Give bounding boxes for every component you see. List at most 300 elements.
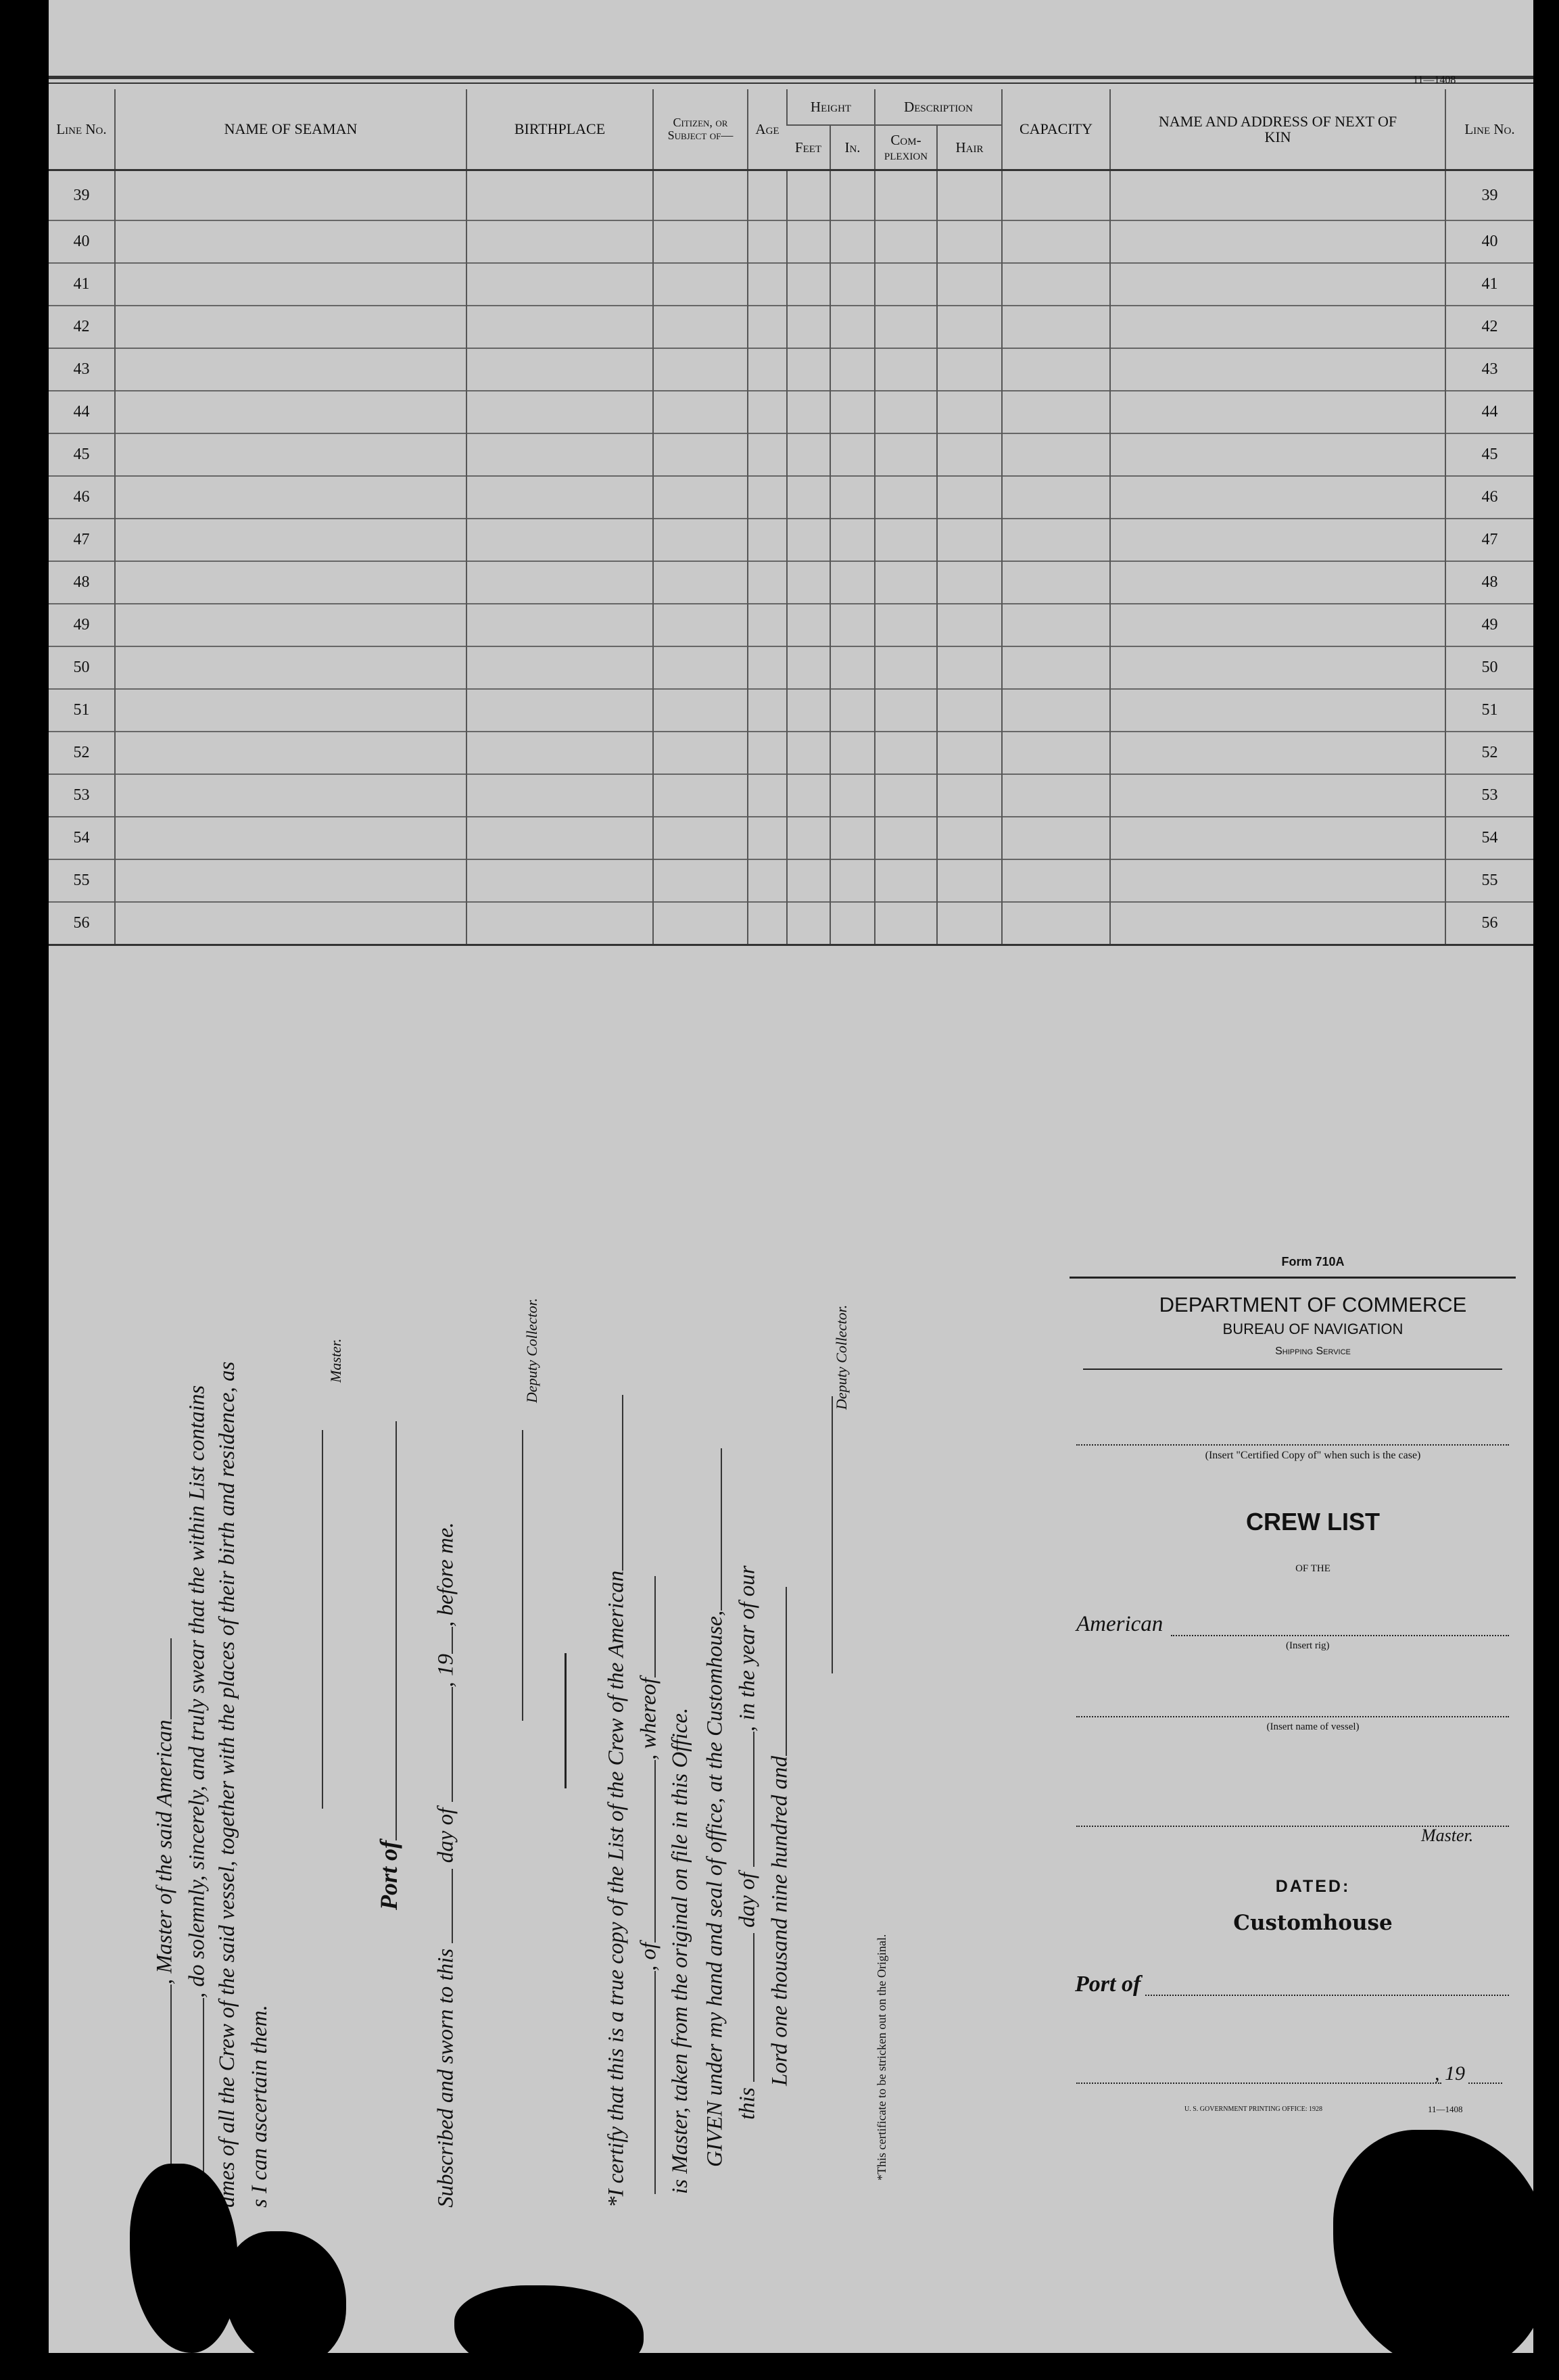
- form-code-bottom: 11—1408: [1428, 2104, 1463, 2114]
- table-cell[interactable]: [787, 220, 830, 263]
- printing-office-note: U. S. GOVERNMENT PRINTING OFFICE: 1928: [1184, 2105, 1322, 2113]
- header-age: Age: [748, 89, 787, 170]
- table-cell[interactable]: [1002, 476, 1110, 519]
- year-of-our-text: , in the year of our: [735, 1565, 760, 1732]
- blank-day-2[interactable]: [733, 1933, 754, 2082]
- line-number: 48: [49, 561, 115, 604]
- table-cell[interactable]: [1110, 348, 1445, 391]
- table-cell[interactable]: [1110, 561, 1445, 604]
- vessel-name-blank[interactable]: [1076, 1716, 1509, 1717]
- table-cell[interactable]: [937, 476, 1002, 519]
- header-name-of-seaman: NAME OF SEAMAN: [115, 89, 466, 170]
- table-cell[interactable]: [466, 519, 653, 561]
- table-row: [49, 646, 1533, 689]
- oath-line-4: s I can ascertain them.: [247, 2005, 272, 2208]
- line-number: 45: [49, 433, 115, 476]
- certify-text: *I certify that this is a true copy of the List of the Crew of the American: [604, 1570, 629, 2208]
- table-cell[interactable]: [787, 391, 830, 433]
- line-number-right: 49: [1445, 604, 1533, 646]
- table-cell[interactable]: [748, 519, 787, 561]
- blank-deputy-1[interactable]: [502, 1430, 523, 1721]
- separator-rule: [548, 1653, 573, 1788]
- table-cell[interactable]: [466, 391, 653, 433]
- table-cell[interactable]: [748, 220, 787, 263]
- table-cell[interactable]: [1110, 774, 1445, 817]
- line-number: 49: [49, 604, 115, 646]
- table-cell[interactable]: [466, 561, 653, 604]
- table-cell[interactable]: [875, 561, 937, 604]
- line-number: 39: [49, 170, 115, 221]
- table-cell[interactable]: [830, 689, 875, 732]
- table-cell[interactable]: [1002, 774, 1110, 817]
- table-cell[interactable]: [937, 263, 1002, 306]
- table-cell[interactable]: [875, 170, 937, 221]
- blank-whereof[interactable]: [634, 1576, 656, 1677]
- port-of-label: Port of: [375, 1840, 402, 1910]
- table-cell[interactable]: [1110, 859, 1445, 902]
- line-number: 56: [49, 902, 115, 945]
- table-cell[interactable]: [466, 646, 653, 689]
- table-cell[interactable]: [115, 519, 466, 561]
- table-cell[interactable]: [748, 732, 787, 774]
- table-cell[interactable]: [115, 774, 466, 817]
- table-row: [49, 902, 1533, 945]
- table-row: [49, 433, 1533, 476]
- cover-top-rule: [1070, 1277, 1516, 1279]
- oath-block: [150, 1058, 1029, 2208]
- blank-home-port[interactable]: [634, 1760, 656, 1943]
- given-text: GIVEN under my hand and seal of office, at the Customhouse,: [702, 1610, 727, 2167]
- table-cell[interactable]: [748, 170, 787, 221]
- table-cell[interactable]: [466, 220, 653, 263]
- table-cell[interactable]: [466, 774, 653, 817]
- table-cell[interactable]: [937, 732, 1002, 774]
- port-of-cover-label: Port of: [1075, 1972, 1141, 1997]
- table-cell[interactable]: [653, 604, 748, 646]
- table-cell[interactable]: [787, 348, 830, 391]
- service-title: Shipping Service: [1275, 1346, 1351, 1357]
- table-cell[interactable]: [830, 817, 875, 859]
- table-row: [49, 732, 1533, 774]
- line-number-right: 40: [1445, 220, 1533, 263]
- top-rule-thin: [49, 82, 1533, 84]
- table-cell[interactable]: [466, 170, 653, 221]
- table-cell[interactable]: [653, 220, 748, 263]
- table-cell[interactable]: [1002, 391, 1110, 433]
- table-cell[interactable]: [830, 306, 875, 348]
- header-capacity: CAPACITY: [1002, 89, 1110, 170]
- line-number-right: 48: [1445, 561, 1533, 604]
- table-cell[interactable]: [748, 391, 787, 433]
- table-cell[interactable]: [1110, 519, 1445, 561]
- table-row: [49, 263, 1533, 306]
- table-cell[interactable]: [1110, 902, 1445, 945]
- line-number-right: 43: [1445, 348, 1533, 391]
- table-cell[interactable]: [1110, 391, 1445, 433]
- oath-master-of-american: , Master of the said American: [152, 1719, 177, 1984]
- table-cell[interactable]: [1110, 170, 1445, 221]
- table-cell[interactable]: [830, 646, 875, 689]
- table-cell[interactable]: [653, 519, 748, 561]
- blank-day[interactable]: [431, 1869, 453, 1943]
- table-cell[interactable]: [748, 476, 787, 519]
- rig-blank[interactable]: [1171, 1635, 1509, 1636]
- american-label: American: [1076, 1612, 1164, 1636]
- blank-year-2[interactable]: [765, 1587, 787, 1756]
- crew-table: [49, 89, 1533, 946]
- table-row: [49, 689, 1533, 732]
- table-cell[interactable]: [115, 391, 466, 433]
- header-next-of-kin: NAME AND ADDRESS OF NEXT OF KIN: [1110, 89, 1445, 170]
- table-cell[interactable]: [830, 263, 875, 306]
- damage-stain-right: [1333, 2130, 1550, 2373]
- table-cell[interactable]: [830, 859, 875, 902]
- table-cell[interactable]: [830, 774, 875, 817]
- dated-label: DATED:: [1275, 1877, 1351, 1896]
- table-cell[interactable]: [1110, 732, 1445, 774]
- table-cell[interactable]: [653, 902, 748, 945]
- blank-deputy-2[interactable]: [811, 1396, 833, 1673]
- table-cell[interactable]: [787, 306, 830, 348]
- table-row: [49, 859, 1533, 902]
- table-cell[interactable]: [875, 263, 937, 306]
- table-cell[interactable]: [787, 732, 830, 774]
- table-cell[interactable]: [875, 859, 937, 902]
- table-cell[interactable]: [653, 561, 748, 604]
- table-cell[interactable]: [1002, 902, 1110, 945]
- table-cell[interactable]: [748, 774, 787, 817]
- form-number: Form 710A: [1281, 1255, 1345, 1268]
- master-cover-label: Master.: [1421, 1826, 1474, 1845]
- table-cell[interactable]: [1002, 220, 1110, 263]
- table-cell[interactable]: [748, 604, 787, 646]
- table-cell[interactable]: [1002, 732, 1110, 774]
- table-cell[interactable]: [787, 519, 830, 561]
- line-number-right: 55: [1445, 859, 1533, 902]
- line-number: 52: [49, 732, 115, 774]
- table-cell[interactable]: [1002, 306, 1110, 348]
- table-cell[interactable]: [748, 263, 787, 306]
- table-cell[interactable]: [875, 689, 937, 732]
- header-description: Description: [875, 89, 1002, 125]
- cover-rule-2: [1083, 1368, 1502, 1370]
- blank-port[interactable]: [375, 1421, 397, 1840]
- table-row: [49, 561, 1533, 604]
- customhouse-label: Customhouse: [1233, 1911, 1393, 1935]
- table-cell[interactable]: [937, 859, 1002, 902]
- table-cell[interactable]: [875, 732, 937, 774]
- blank-rig[interactable]: [602, 1395, 623, 1571]
- certify-master-line: is Master, taken from the original on file in this Office.: [668, 1707, 692, 2194]
- blank-vessel-name[interactable]: [634, 1971, 656, 2194]
- table-row: [49, 170, 1533, 221]
- this-text: this: [735, 2087, 760, 2120]
- blank-month-2[interactable]: [733, 1732, 754, 1867]
- certificate-footnote: *This certificate to be stricken out on the Original.: [875, 1934, 888, 2181]
- table-cell[interactable]: [653, 348, 748, 391]
- table-cell[interactable]: [937, 519, 1002, 561]
- table-cell[interactable]: [466, 604, 653, 646]
- table-cell[interactable]: [937, 306, 1002, 348]
- table-cell[interactable]: [115, 263, 466, 306]
- damage-stain-mid: [224, 2231, 346, 2366]
- oath-swear-text: , do solemnly, sincerely, and truly swear that the within List contains: [185, 1385, 210, 1998]
- header-hair: Hair: [937, 125, 1002, 170]
- table-cell[interactable]: [115, 902, 466, 945]
- blank-year[interactable]: [431, 1627, 453, 1654]
- table-cell[interactable]: [115, 561, 466, 604]
- table-cell[interactable]: [1110, 263, 1445, 306]
- table-row: [49, 391, 1533, 433]
- table-cell[interactable]: [115, 646, 466, 689]
- table-cell[interactable]: [830, 170, 875, 221]
- table-row: [49, 774, 1533, 817]
- table-cell[interactable]: [653, 859, 748, 902]
- table-cell[interactable]: [787, 689, 830, 732]
- table-cell[interactable]: [937, 561, 1002, 604]
- table-cell[interactable]: [937, 817, 1002, 859]
- line-number-right: 52: [1445, 732, 1533, 774]
- table-cell[interactable]: [787, 604, 830, 646]
- subscribed-line: [431, 1522, 459, 2208]
- table-cell[interactable]: [875, 220, 937, 263]
- line-number: 43: [49, 348, 115, 391]
- table-cell[interactable]: [115, 476, 466, 519]
- table-cell[interactable]: [653, 263, 748, 306]
- damage-stain-bottom: [454, 2285, 644, 2380]
- lord-text: Lord one thousand nine hundred and: [767, 1756, 792, 2086]
- table-cell[interactable]: [937, 433, 1002, 476]
- table-cell[interactable]: [1110, 220, 1445, 263]
- table-cell[interactable]: [748, 689, 787, 732]
- table-cell[interactable]: [1110, 306, 1445, 348]
- insert-rig-note: (Insert rig): [1286, 1640, 1330, 1651]
- table-cell[interactable]: [115, 689, 466, 732]
- table-cell[interactable]: [875, 646, 937, 689]
- table-cell[interactable]: [830, 902, 875, 945]
- table-cell[interactable]: [1002, 646, 1110, 689]
- table-cell[interactable]: [830, 732, 875, 774]
- table-cell[interactable]: [830, 391, 875, 433]
- table-cell[interactable]: [830, 476, 875, 519]
- table-cell[interactable]: [115, 817, 466, 859]
- year-19-text: , 19: [433, 1653, 458, 1688]
- given-line: [700, 1448, 728, 2167]
- line-number-right: 46: [1445, 476, 1533, 519]
- table-cell[interactable]: [653, 476, 748, 519]
- table-cell[interactable]: [115, 604, 466, 646]
- oath-line-1: [150, 1638, 178, 2208]
- table-cell[interactable]: [830, 348, 875, 391]
- table-cell[interactable]: [748, 306, 787, 348]
- master-label: Master.: [327, 1338, 344, 1383]
- table-cell[interactable]: [466, 263, 653, 306]
- table-cell[interactable]: [787, 817, 830, 859]
- table-cell[interactable]: [1002, 348, 1110, 391]
- bureau-title: BUREAU OF NAVIGATION: [1222, 1320, 1404, 1337]
- line-number-right: 51: [1445, 689, 1533, 732]
- table-cell[interactable]: [875, 391, 937, 433]
- table-cell[interactable]: [466, 817, 653, 859]
- table-cell[interactable]: [787, 859, 830, 902]
- table-cell[interactable]: [830, 519, 875, 561]
- table-cell[interactable]: [830, 604, 875, 646]
- table-cell[interactable]: [466, 476, 653, 519]
- table-cell[interactable]: [830, 220, 875, 263]
- line-number-right: 39: [1445, 170, 1533, 221]
- table-cell[interactable]: [787, 433, 830, 476]
- table-cell[interactable]: [1110, 476, 1445, 519]
- table-cell[interactable]: [830, 561, 875, 604]
- table-row: [49, 306, 1533, 348]
- table-cell[interactable]: [466, 348, 653, 391]
- table-cell[interactable]: [937, 170, 1002, 221]
- table-row: [49, 220, 1533, 263]
- table-cell[interactable]: [937, 689, 1002, 732]
- table-cell[interactable]: [937, 774, 1002, 817]
- year-19-cover: , 19: [1435, 2062, 1465, 2085]
- table-cell[interactable]: [875, 604, 937, 646]
- lord-line: [765, 1587, 793, 2086]
- table-cell[interactable]: [787, 902, 830, 945]
- table-cell[interactable]: [466, 689, 653, 732]
- table-cell[interactable]: [653, 732, 748, 774]
- line-number: 40: [49, 220, 115, 263]
- header-complexion: Com- plexion: [875, 125, 937, 170]
- table-cell[interactable]: [787, 170, 830, 221]
- line-number: 42: [49, 306, 115, 348]
- table-cell[interactable]: [748, 902, 787, 945]
- table-cell[interactable]: [937, 391, 1002, 433]
- table-cell[interactable]: [937, 604, 1002, 646]
- table-cell[interactable]: [748, 646, 787, 689]
- table-cell[interactable]: [466, 732, 653, 774]
- table-cell[interactable]: [875, 433, 937, 476]
- line-number-right: 44: [1445, 391, 1533, 433]
- table-cell[interactable]: [1002, 519, 1110, 561]
- table-cell[interactable]: [115, 732, 466, 774]
- table-cell[interactable]: [937, 646, 1002, 689]
- table-cell[interactable]: [653, 306, 748, 348]
- line-number-right: 42: [1445, 306, 1533, 348]
- header-birthplace: BIRTHPLACE: [466, 89, 653, 170]
- document-page: [49, 0, 1533, 2353]
- table-cell[interactable]: [115, 433, 466, 476]
- deputy-signature-1: [502, 1430, 529, 1721]
- table-cell[interactable]: [115, 220, 466, 263]
- table-cell[interactable]: [466, 902, 653, 945]
- table-cell[interactable]: [115, 170, 466, 221]
- table-cell[interactable]: [1110, 604, 1445, 646]
- table-cell[interactable]: [787, 774, 830, 817]
- table-cell[interactable]: [748, 561, 787, 604]
- separator-line: [565, 1653, 567, 1788]
- table-cell[interactable]: [1002, 561, 1110, 604]
- table-cell[interactable]: [466, 433, 653, 476]
- table-cell[interactable]: [466, 306, 653, 348]
- table-cell[interactable]: [875, 902, 937, 945]
- certify-of-line: [634, 1576, 662, 2194]
- table-cell[interactable]: [937, 220, 1002, 263]
- table-cell[interactable]: [937, 348, 1002, 391]
- table-cell[interactable]: [748, 859, 787, 902]
- table-cell[interactable]: [653, 433, 748, 476]
- table-cell[interactable]: [653, 646, 748, 689]
- blank-master-signature[interactable]: [302, 1430, 323, 1809]
- table-cell[interactable]: [1002, 433, 1110, 476]
- table-cell[interactable]: [748, 817, 787, 859]
- table-cell[interactable]: [787, 561, 830, 604]
- table-cell[interactable]: [748, 348, 787, 391]
- table-cell[interactable]: [1002, 859, 1110, 902]
- table-cell[interactable]: [1002, 689, 1110, 732]
- table-cell[interactable]: [787, 476, 830, 519]
- table-cell[interactable]: [653, 689, 748, 732]
- table-cell[interactable]: [1002, 604, 1110, 646]
- table-cell[interactable]: [1110, 646, 1445, 689]
- table-cell[interactable]: [875, 348, 937, 391]
- top-rule: [49, 76, 1533, 79]
- table-cell[interactable]: [875, 519, 937, 561]
- table-cell[interactable]: [653, 391, 748, 433]
- blank-vessel[interactable]: [150, 1638, 172, 1719]
- table-cell[interactable]: [937, 902, 1002, 945]
- table-cell[interactable]: [787, 263, 830, 306]
- insert-name-note: (Insert name of vessel): [1266, 1721, 1360, 1732]
- blank-month[interactable]: [431, 1687, 453, 1802]
- table-row: [49, 817, 1533, 859]
- table-cell[interactable]: [830, 433, 875, 476]
- deputy-signature-2: [811, 1396, 839, 1673]
- certified-copy-blank[interactable]: [1076, 1444, 1509, 1446]
- table-cell[interactable]: [1110, 433, 1445, 476]
- master-signature: [302, 1430, 329, 1809]
- line-number: 53: [49, 774, 115, 817]
- table-cell[interactable]: [1110, 689, 1445, 732]
- header-height: Height: [787, 89, 875, 125]
- crew-list-title: CREW LIST: [1246, 1508, 1380, 1536]
- table-cell[interactable]: [787, 646, 830, 689]
- port-of-line: [375, 1421, 403, 1910]
- year-blank[interactable]: [1468, 2082, 1502, 2084]
- table-cell[interactable]: [115, 306, 466, 348]
- table-cell[interactable]: [748, 433, 787, 476]
- port-blank[interactable]: [1145, 1995, 1509, 1996]
- deputy-collector-label-1: Deputy Collector.: [523, 1298, 540, 1403]
- table-cell[interactable]: [875, 774, 937, 817]
- table-cell[interactable]: [653, 774, 748, 817]
- table-cell[interactable]: [1002, 170, 1110, 221]
- table-cell[interactable]: [875, 306, 937, 348]
- table-cell[interactable]: [115, 859, 466, 902]
- table-cell[interactable]: [1002, 263, 1110, 306]
- table-cell[interactable]: [653, 170, 748, 221]
- line-number-right: 41: [1445, 263, 1533, 306]
- date-blank[interactable]: [1076, 2082, 1441, 2084]
- blank-customhouse[interactable]: [700, 1448, 722, 1611]
- line-number-right: 45: [1445, 433, 1533, 476]
- table-cell[interactable]: [466, 859, 653, 902]
- table-cell[interactable]: [1110, 817, 1445, 859]
- table-cell[interactable]: [875, 817, 937, 859]
- table-cell[interactable]: [875, 476, 937, 519]
- table-cell[interactable]: [653, 817, 748, 859]
- line-number-right: 47: [1445, 519, 1533, 561]
- line-number: 55: [49, 859, 115, 902]
- form-code-top: 11—1408: [1413, 74, 1456, 86]
- table-cell[interactable]: [115, 348, 466, 391]
- table-cell[interactable]: [1002, 817, 1110, 859]
